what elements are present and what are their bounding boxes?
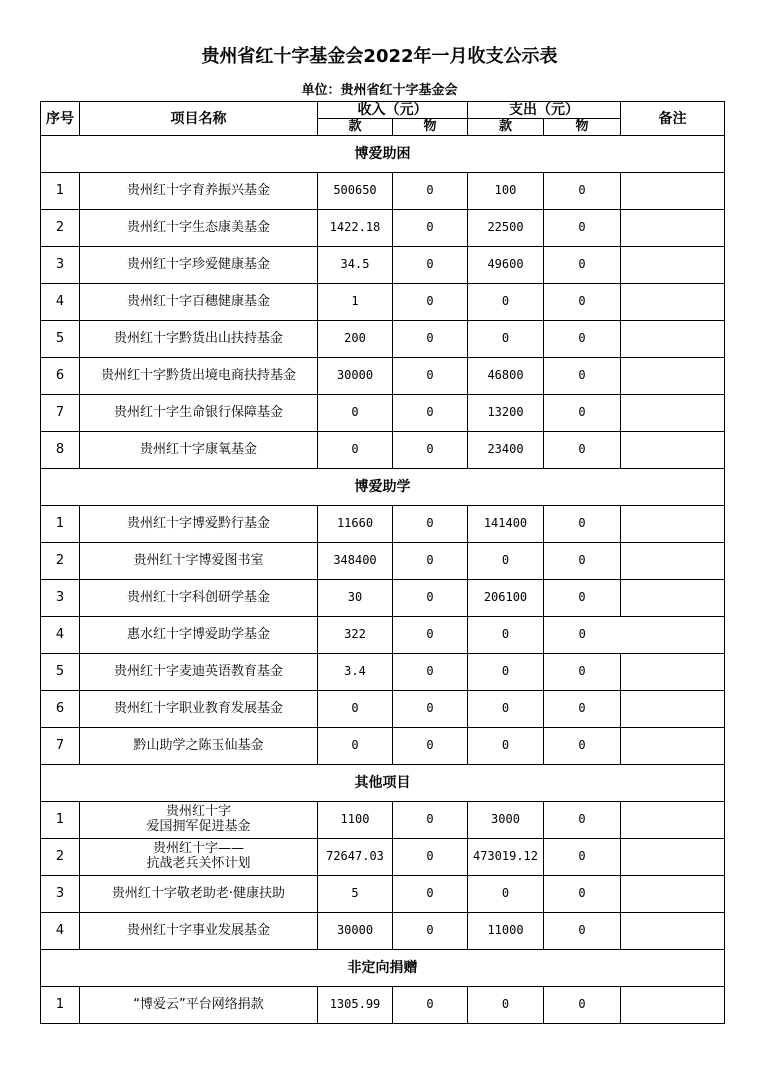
table-row — [41, 728, 725, 765]
project-name — [80, 802, 318, 839]
row-number: 3 — [41, 247, 80, 284]
income-money: 72647.03 — [318, 839, 393, 876]
row-number: 2 — [41, 210, 80, 247]
expense-goods: 0 — [544, 432, 621, 469]
income-goods: 0 — [393, 987, 468, 1024]
row-number: 1 — [41, 802, 80, 839]
expense-goods: 0 — [544, 543, 621, 580]
expense-goods: 0 — [544, 728, 621, 765]
header-expense-money: 款 — [468, 119, 544, 136]
project-name-line: 贵州红十字职业教育发展基金 — [113, 700, 283, 716]
remark-cell — [621, 358, 725, 395]
project-name-line: 贵州红十字事业发展基金 — [126, 922, 270, 938]
remark-cell — [621, 210, 725, 247]
remark-cell — [621, 506, 725, 543]
row-number: 2 — [41, 839, 80, 876]
project-name — [80, 617, 318, 654]
expense-money: 0 — [468, 876, 544, 913]
income-money: 322 — [318, 617, 393, 654]
section-title: 非定向捐赠 — [41, 950, 725, 987]
project-name — [80, 432, 318, 469]
project-name — [80, 654, 318, 691]
expense-goods: 0 — [544, 395, 621, 432]
expense-goods: 0 — [544, 876, 621, 913]
table-row — [41, 284, 725, 321]
project-name-line: 贵州红十字生态康美基金 — [126, 219, 270, 235]
remark-cell — [621, 580, 725, 617]
expense-money: 141400 — [468, 506, 544, 543]
income-money: 30000 — [318, 913, 393, 950]
project-name-line: 贵州红十字珍爱健康基金 — [126, 256, 270, 272]
project-name — [80, 395, 318, 432]
expense-money: 0 — [468, 617, 544, 654]
unit-line: 单位：贵州省红十字基金会 — [301, 83, 458, 98]
row-number: 6 — [41, 358, 80, 395]
project-name — [80, 580, 318, 617]
income-money: 34.5 — [318, 247, 393, 284]
income-money: 348400 — [318, 543, 393, 580]
project-name-line: 爱国拥军促进基金 — [146, 819, 251, 835]
expense-goods: 0 — [544, 839, 621, 876]
expense-money: 0 — [468, 284, 544, 321]
expense-money: 473019.12 — [468, 839, 544, 876]
expense-money: 0 — [468, 654, 544, 691]
project-name-line: 贵州红十字博爱黔行基金 — [126, 515, 270, 531]
project-name — [80, 210, 318, 247]
project-name — [80, 284, 318, 321]
remark-cell — [621, 543, 725, 580]
table-row — [41, 173, 725, 210]
expense-goods: 0 — [544, 284, 621, 321]
table-row — [41, 506, 725, 543]
income-goods: 0 — [393, 358, 468, 395]
income-goods: 0 — [393, 876, 468, 913]
remark-cell — [621, 691, 725, 728]
finance-table — [40, 101, 725, 1024]
project-name-line: 贵州红十字博爱图书室 — [133, 552, 264, 568]
remark-cell — [621, 432, 725, 469]
income-money: 0 — [318, 432, 393, 469]
remark-cell — [621, 321, 725, 358]
row-number: 7 — [41, 395, 80, 432]
project-name — [80, 913, 318, 950]
project-name — [80, 876, 318, 913]
income-goods: 0 — [393, 321, 468, 358]
project-name-line: 贵州红十字黔货出境电商扶持基金 — [100, 367, 296, 383]
remark-cell — [621, 876, 725, 913]
table-row — [41, 580, 725, 617]
row-number: 8 — [41, 432, 80, 469]
expense-goods: 0 — [544, 913, 621, 950]
remark-cell — [621, 802, 725, 839]
table-row — [41, 358, 725, 395]
income-money: 3.4 — [318, 654, 393, 691]
income-goods: 0 — [393, 247, 468, 284]
expense-money: 0 — [468, 691, 544, 728]
expense-goods: 0 — [544, 654, 621, 691]
expense-goods: 0 — [544, 617, 621, 654]
expense-goods: 0 — [544, 321, 621, 358]
project-name — [80, 543, 318, 580]
project-name — [80, 247, 318, 284]
income-money: 0 — [318, 691, 393, 728]
remark-cell — [621, 913, 725, 950]
expense-money: 23400 — [468, 432, 544, 469]
table-row — [41, 876, 725, 913]
expense-goods: 0 — [544, 691, 621, 728]
row-number: 1 — [41, 506, 80, 543]
row-number: 1 — [41, 173, 80, 210]
income-money: 0 — [318, 395, 393, 432]
row-number: 3 — [41, 876, 80, 913]
header-income-money: 款 — [318, 119, 393, 136]
expense-goods: 0 — [544, 210, 621, 247]
income-money: 1422.18 — [318, 210, 393, 247]
section-title: 博爱助困 — [41, 136, 725, 173]
income-goods: 0 — [393, 580, 468, 617]
header-no: 序号 — [41, 102, 80, 136]
table-row — [41, 432, 725, 469]
row-number: 1 — [41, 987, 80, 1024]
header-income: 收入（元） — [318, 102, 468, 119]
remark-cell — [621, 987, 725, 1024]
project-name-line: 黔山助学之陈玉仙基金 — [133, 737, 264, 753]
table-row — [41, 691, 725, 728]
project-name — [80, 691, 318, 728]
table-row — [41, 802, 725, 839]
income-goods: 0 — [393, 543, 468, 580]
income-money: 11660 — [318, 506, 393, 543]
table-row — [41, 395, 725, 432]
expense-money: 13200 — [468, 395, 544, 432]
row-number: 5 — [41, 321, 80, 358]
project-name-line: 贵州红十字—— — [152, 841, 244, 857]
income-goods: 0 — [393, 173, 468, 210]
table-row — [41, 321, 725, 358]
income-money: 30 — [318, 580, 393, 617]
remark-cell — [621, 654, 725, 691]
expense-money: 0 — [468, 543, 544, 580]
remark-cell — [621, 284, 725, 321]
expense-money: 46800 — [468, 358, 544, 395]
project-name-line: 贵州红十字麦迪英语教育基金 — [113, 663, 283, 679]
income-money: 1 — [318, 284, 393, 321]
project-name — [80, 321, 318, 358]
row-number: 4 — [41, 913, 80, 950]
expense-money: 0 — [468, 987, 544, 1024]
table-row — [41, 654, 725, 691]
project-name-line: 贵州红十字黔货出山扶持基金 — [113, 330, 283, 346]
income-money: 30000 — [318, 358, 393, 395]
row-number: 4 — [41, 617, 80, 654]
row-number: 4 — [41, 284, 80, 321]
expense-money: 49600 — [468, 247, 544, 284]
income-money: 5 — [318, 876, 393, 913]
income-money: 0 — [318, 728, 393, 765]
remark-cell — [621, 839, 725, 876]
project-name-line: “博爱云”平台网络捐款 — [133, 996, 264, 1012]
income-goods: 0 — [393, 210, 468, 247]
project-name — [80, 173, 318, 210]
project-name-line: 贵州红十字生命银行保障基金 — [113, 404, 283, 420]
income-goods: 0 — [393, 284, 468, 321]
project-name-line: 惠水红十字博爱助学基金 — [126, 626, 270, 642]
header-remark: 备注 — [621, 102, 725, 136]
project-name — [80, 728, 318, 765]
income-goods: 0 — [393, 913, 468, 950]
expense-money: 100 — [468, 173, 544, 210]
table-row — [41, 210, 725, 247]
income-money: 200 — [318, 321, 393, 358]
expense-money: 11000 — [468, 913, 544, 950]
expense-goods: 0 — [544, 987, 621, 1024]
remark-cell — [621, 247, 725, 284]
header-name: 项目名称 — [80, 102, 318, 136]
income-goods: 0 — [393, 802, 468, 839]
header-expense: 支出（元） — [468, 102, 621, 119]
project-name-line: 贵州红十字百穗健康基金 — [126, 293, 270, 309]
income-money: 1100 — [318, 802, 393, 839]
expense-goods: 0 — [544, 580, 621, 617]
remark-cell — [621, 617, 725, 654]
project-name-line: 抗战老兵关怀计划 — [146, 856, 251, 872]
row-number: 3 — [41, 580, 80, 617]
income-goods: 0 — [393, 839, 468, 876]
project-name — [80, 358, 318, 395]
remark-cell — [621, 728, 725, 765]
table-row — [41, 617, 725, 654]
row-number: 2 — [41, 543, 80, 580]
project-name-line: 贵州红十字科创研学基金 — [126, 589, 270, 605]
table-row — [41, 543, 725, 580]
expense-money: 22500 — [468, 210, 544, 247]
project-name-line: 贵州红十字 — [165, 804, 231, 820]
remark-cell — [621, 173, 725, 210]
income-goods: 0 — [393, 506, 468, 543]
expense-goods: 0 — [544, 358, 621, 395]
income-goods: 0 — [393, 617, 468, 654]
expense-goods: 0 — [544, 506, 621, 543]
income-goods: 0 — [393, 691, 468, 728]
section-title: 博爱助学 — [41, 469, 725, 506]
header-income-goods: 物 — [393, 119, 468, 136]
project-name-line: 贵州红十字敬老助老·健康扶助 — [111, 885, 286, 901]
table-row — [41, 913, 725, 950]
expense-money: 3000 — [468, 802, 544, 839]
header-expense-goods: 物 — [544, 119, 621, 136]
expense-money: 0 — [468, 728, 544, 765]
income-goods: 0 — [393, 432, 468, 469]
page-title: 贵州省红十字基金会2022年一月收支公示表 — [201, 46, 558, 67]
income-money: 500650 — [318, 173, 393, 210]
table-row — [41, 247, 725, 284]
table-row — [41, 839, 725, 876]
income-goods: 0 — [393, 728, 468, 765]
expense-goods: 0 — [544, 802, 621, 839]
table-row — [41, 987, 725, 1024]
section-title: 其他项目 — [41, 765, 725, 802]
expense-money: 206100 — [468, 580, 544, 617]
expense-goods: 0 — [544, 247, 621, 284]
project-name — [80, 839, 318, 876]
project-name — [80, 987, 318, 1024]
income-goods: 0 — [393, 654, 468, 691]
row-number: 6 — [41, 691, 80, 728]
project-name-line: 贵州红十字康氧基金 — [139, 441, 257, 457]
row-number: 5 — [41, 654, 80, 691]
project-name — [80, 506, 318, 543]
remark-cell — [621, 395, 725, 432]
expense-money: 0 — [468, 321, 544, 358]
project-name-line: 贵州红十字育养振兴基金 — [126, 182, 270, 198]
expense-goods: 0 — [544, 173, 621, 210]
income-goods: 0 — [393, 395, 468, 432]
row-number: 7 — [41, 728, 80, 765]
income-money: 1305.99 — [318, 987, 393, 1024]
